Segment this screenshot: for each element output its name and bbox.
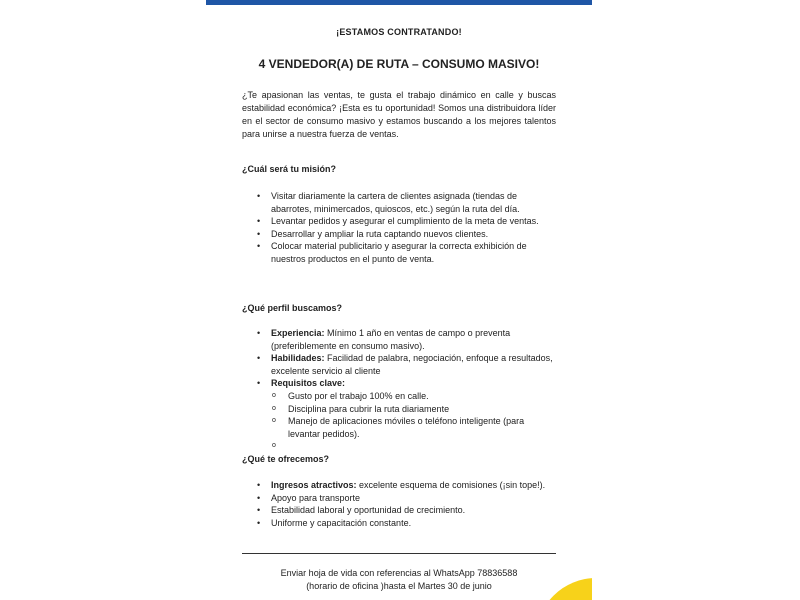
experience-label: Experiencia: [271,328,325,338]
list-item: • Colocar material publicitario y asegurar la correcta exhibición de nuestros productos en el punto de venta. [242,240,556,265]
mission-heading: ¿Cuál será tu misión? [242,164,337,174]
list-item: • Levantar pedidos y asegurar el cumplimiento de la meta de ventas. [242,215,556,228]
list-item: • Estabilidad laboral y oportunidad de crecimiento. [242,504,556,517]
skills-label: Habilidades: [271,353,325,364]
offer-list [242,479,556,529]
contact-info [242,567,556,592]
list-item [242,479,556,492]
divider [242,553,556,554]
list-item [242,352,556,377]
intro-paragraph: ¿Te apasionan las ventas, te gusta el trabajo dinámico en calle y buscas estabilidad económica? ¡Esta es tu oportunidad! Somos una distribuidora líder en el sector de consumo masivo y estamos buscando a los mejores talentos para unirse a nuestra fuerza de ventas. [242,90,556,139]
experience-text: Mínimo 1 año en ventas de campo o preventa (preferiblemente en consumo masivo). [271,328,511,351]
profile-list [242,327,556,453]
income-label: Ingresos atractivos: [271,480,357,490]
hiring-tagline: ¡ESTAMOS CONTRATANDO! [336,27,462,37]
list-item [242,377,556,453]
sub-list-item-empty [271,440,556,453]
contact-line-1: Enviar hoja de vida con referencias al WhatsApp 78836588 [280,568,518,578]
mission-list [242,190,556,266]
requirements-label: Requisitos clave: [271,378,346,389]
income-text: excelente esquema de comisiones (¡sin tope!). [356,480,546,490]
requirements-list [271,390,556,453]
sub-list-item: o Disciplina para cubrir la ruta diariamente [271,403,556,416]
sub-list-item: o Manejo de aplicaciones móviles o teléfono inteligente (para levantar pedidos). [271,415,556,440]
offer-heading: ¿Qué te ofrecemos? [242,454,330,464]
profile-heading: ¿Qué perfil buscamos? [242,303,343,313]
top-bar [206,0,592,5]
list-item [242,327,556,352]
contact-line-2: (horario de oficina )hasta el Martes 30 de junio [306,580,492,591]
sub-list-item: o Gusto por el trabajo 100% en calle. [271,390,556,403]
list-item: • Uniforme y capacitación constante. [242,517,556,530]
list-item: • Apoyo para transporte [242,492,556,505]
skills-text: Facilidad de palabra, negociación, enfoque a resultados, excelente servicio al cliente [271,353,553,376]
job-title: 4 VENDEDOR(A) DE RUTA – CONSUMO MASIVO! [258,57,540,71]
list-item: • Visitar diariamente la cartera de clientes asignada (tiendas de abarrotes, minimercados, quioscos, etc.) según la ruta del día. [242,190,556,215]
list-item: • Desarrollar y ampliar la ruta captando nuevos clientes. [242,228,556,241]
